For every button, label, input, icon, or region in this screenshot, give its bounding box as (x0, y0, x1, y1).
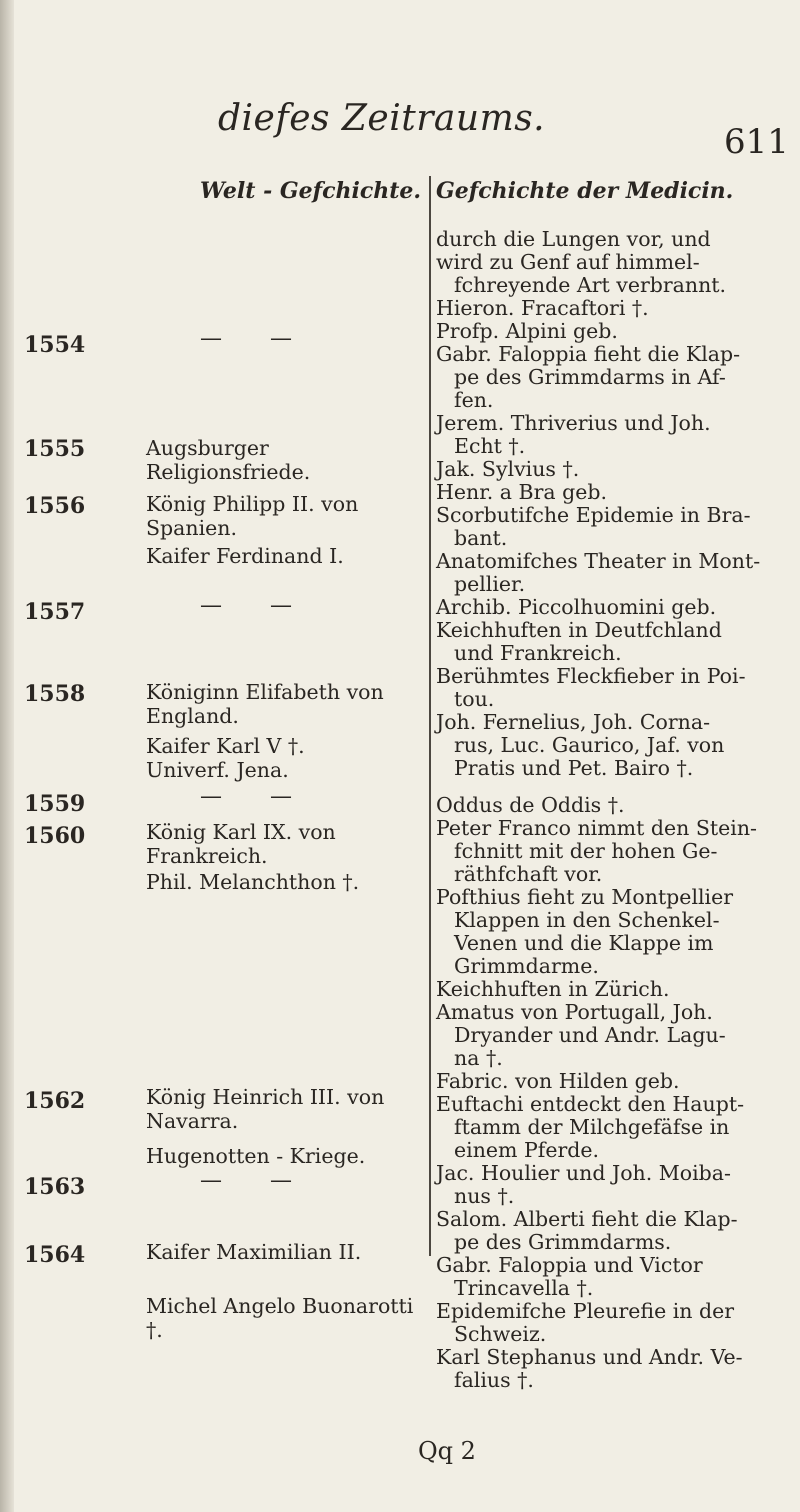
world-entry: König Karl IX. von Frankreich. (146, 820, 336, 868)
text-line: Schweiz. (454, 1322, 547, 1346)
text-line: wird zu Genf auf himmel- (436, 250, 700, 274)
empty-dash-1554: — — (200, 326, 292, 351)
text-line: fen. (454, 388, 494, 412)
text-line: Keichhuften in Deutfchland (436, 618, 722, 642)
text-line: Fabric. von Hilden geb. (436, 1069, 680, 1093)
world-entry: Augsburger Religionsfriede. (146, 436, 311, 484)
empty-dash-1557: — — (200, 593, 292, 618)
text-line: Peter Franco nimmt den Stein- (436, 816, 757, 840)
text-line: durch die Lungen vor, und (436, 227, 711, 251)
page-edge (0, 0, 14, 1512)
text-line: Euftachi entdeckt den Haupt- (436, 1092, 745, 1116)
text-line: Jak. Sylvius †. (436, 457, 580, 481)
text-line: und Frankreich. (454, 641, 622, 665)
text-line: bant. (454, 526, 508, 550)
text-line: Epidemifche Pleurefie in der (436, 1299, 735, 1323)
medicine-column-text (436, 228, 786, 1392)
text-line: Hieron. Fracaftori †. (436, 296, 649, 320)
empty-dash-1559: — — (200, 784, 292, 809)
signature-mark: Qq 2 (418, 1437, 476, 1465)
year-1557: 1557 (24, 599, 86, 625)
world-entry: König Heinrich III. von Navarra. (146, 1085, 385, 1133)
text-line: Pratis und Pet. Bairo †. (454, 756, 694, 780)
world-entry: Hugenotten - Kriege. (146, 1144, 366, 1168)
year-1554: 1554 (24, 332, 86, 358)
text-line: pellier. (454, 572, 526, 596)
text-line: Karl Stephanus und Andr. Ve- (436, 1345, 743, 1369)
text-line: Klappen in den Schenkel- (454, 908, 720, 932)
year-1560: 1560 (24, 823, 86, 849)
text-line: pe des Grimmdarms. (454, 1230, 672, 1254)
world-entry: Königinn Elifabeth von England. (146, 680, 384, 728)
world-history-heading: Welt - Gefchichte. (200, 178, 422, 204)
world-entry: Kaifer Karl V †. (146, 734, 305, 758)
text-line: Archib. Piccolhuomini geb. (436, 595, 717, 619)
text-line: Amatus von Portugall, Joh. (436, 1000, 713, 1024)
text-line: Scorbutifche Epidemie in Bra- (436, 503, 751, 527)
text-line: na †. (454, 1046, 503, 1070)
text-line: Jac. Houlier und Joh. Moiba- (436, 1161, 731, 1185)
text-line: Gabr. Faloppia fieht die Klap- (436, 342, 741, 366)
text-line: fchreyende Art verbrannt. (454, 273, 727, 297)
text-line: Salom. Alberti fieht die Klap- (436, 1207, 738, 1231)
text-line: nus †. (454, 1184, 515, 1208)
text-line: Keichhuften in Zürich. (436, 977, 670, 1001)
world-entry: Univerf. Jena. (146, 758, 289, 782)
text-line: tou. (454, 687, 495, 711)
text-line: rus, Luc. Gaurico, Jaf. von (454, 733, 725, 757)
world-entry: Kaifer Maximilian II. (146, 1240, 362, 1264)
year-1562: 1562 (24, 1088, 86, 1114)
text-line: Henr. a Bra geb. (436, 480, 608, 504)
spacer (436, 780, 786, 794)
year-1555: 1555 (24, 436, 86, 462)
year-1558: 1558 (24, 681, 86, 707)
text-line: räthfchaft vor. (454, 862, 603, 886)
text-line: Jerem. Thriverius und Joh. (436, 411, 711, 435)
running-head: diefes Zeitraums. (218, 98, 546, 139)
text-line: Anatomifches Theater in Mont- (436, 549, 761, 573)
year-1559: 1559 (24, 791, 86, 817)
text-line: Echt †. (454, 434, 526, 458)
world-entry: Kaifer Ferdinand I. (146, 544, 344, 568)
year-1563: 1563 (24, 1174, 86, 1200)
text-line: Trincavella †. (454, 1276, 594, 1300)
text-line: falius †. (454, 1368, 534, 1392)
text-line: Oddus de Oddis †. (436, 793, 625, 817)
empty-dash-1563: — — (200, 1168, 292, 1193)
world-entry: Phil. Melanchthon †. (146, 870, 360, 894)
text-line: Grimmdarme. (454, 954, 599, 978)
text-line: Berühmtes Fleckfieber in Poi- (436, 664, 746, 688)
text-line: Joh. Fernelius, Joh. Corna- (436, 710, 711, 734)
page-number: 611 (724, 122, 789, 162)
medicine-history-heading: Gefchichte der Medicin. (436, 178, 734, 204)
text-line: Profp. Alpini geb. (436, 319, 618, 343)
column-divider (429, 176, 431, 1256)
world-entry: Michel Angelo Buonarotti †. (146, 1294, 414, 1342)
year-1564: 1564 (24, 1242, 86, 1268)
text-line: Pofthius fieht zu Montpellier (436, 885, 734, 909)
year-1556: 1556 (24, 493, 86, 519)
text-line: Gabr. Faloppia und Victor (436, 1253, 703, 1277)
text-line: Venen und die Klappe im (454, 931, 714, 955)
text-line: ftamm der Milchgefäfse in (454, 1115, 730, 1139)
text-line: einem Pferde. (454, 1138, 600, 1162)
text-line: pe des Grimmdarms in Af- (454, 365, 726, 389)
text-line: fchnitt mit der hohen Ge- (454, 839, 718, 863)
world-entry: König Philipp II. von Spanien. (146, 492, 359, 540)
text-line: Dryander und Andr. Lagu- (454, 1023, 726, 1047)
